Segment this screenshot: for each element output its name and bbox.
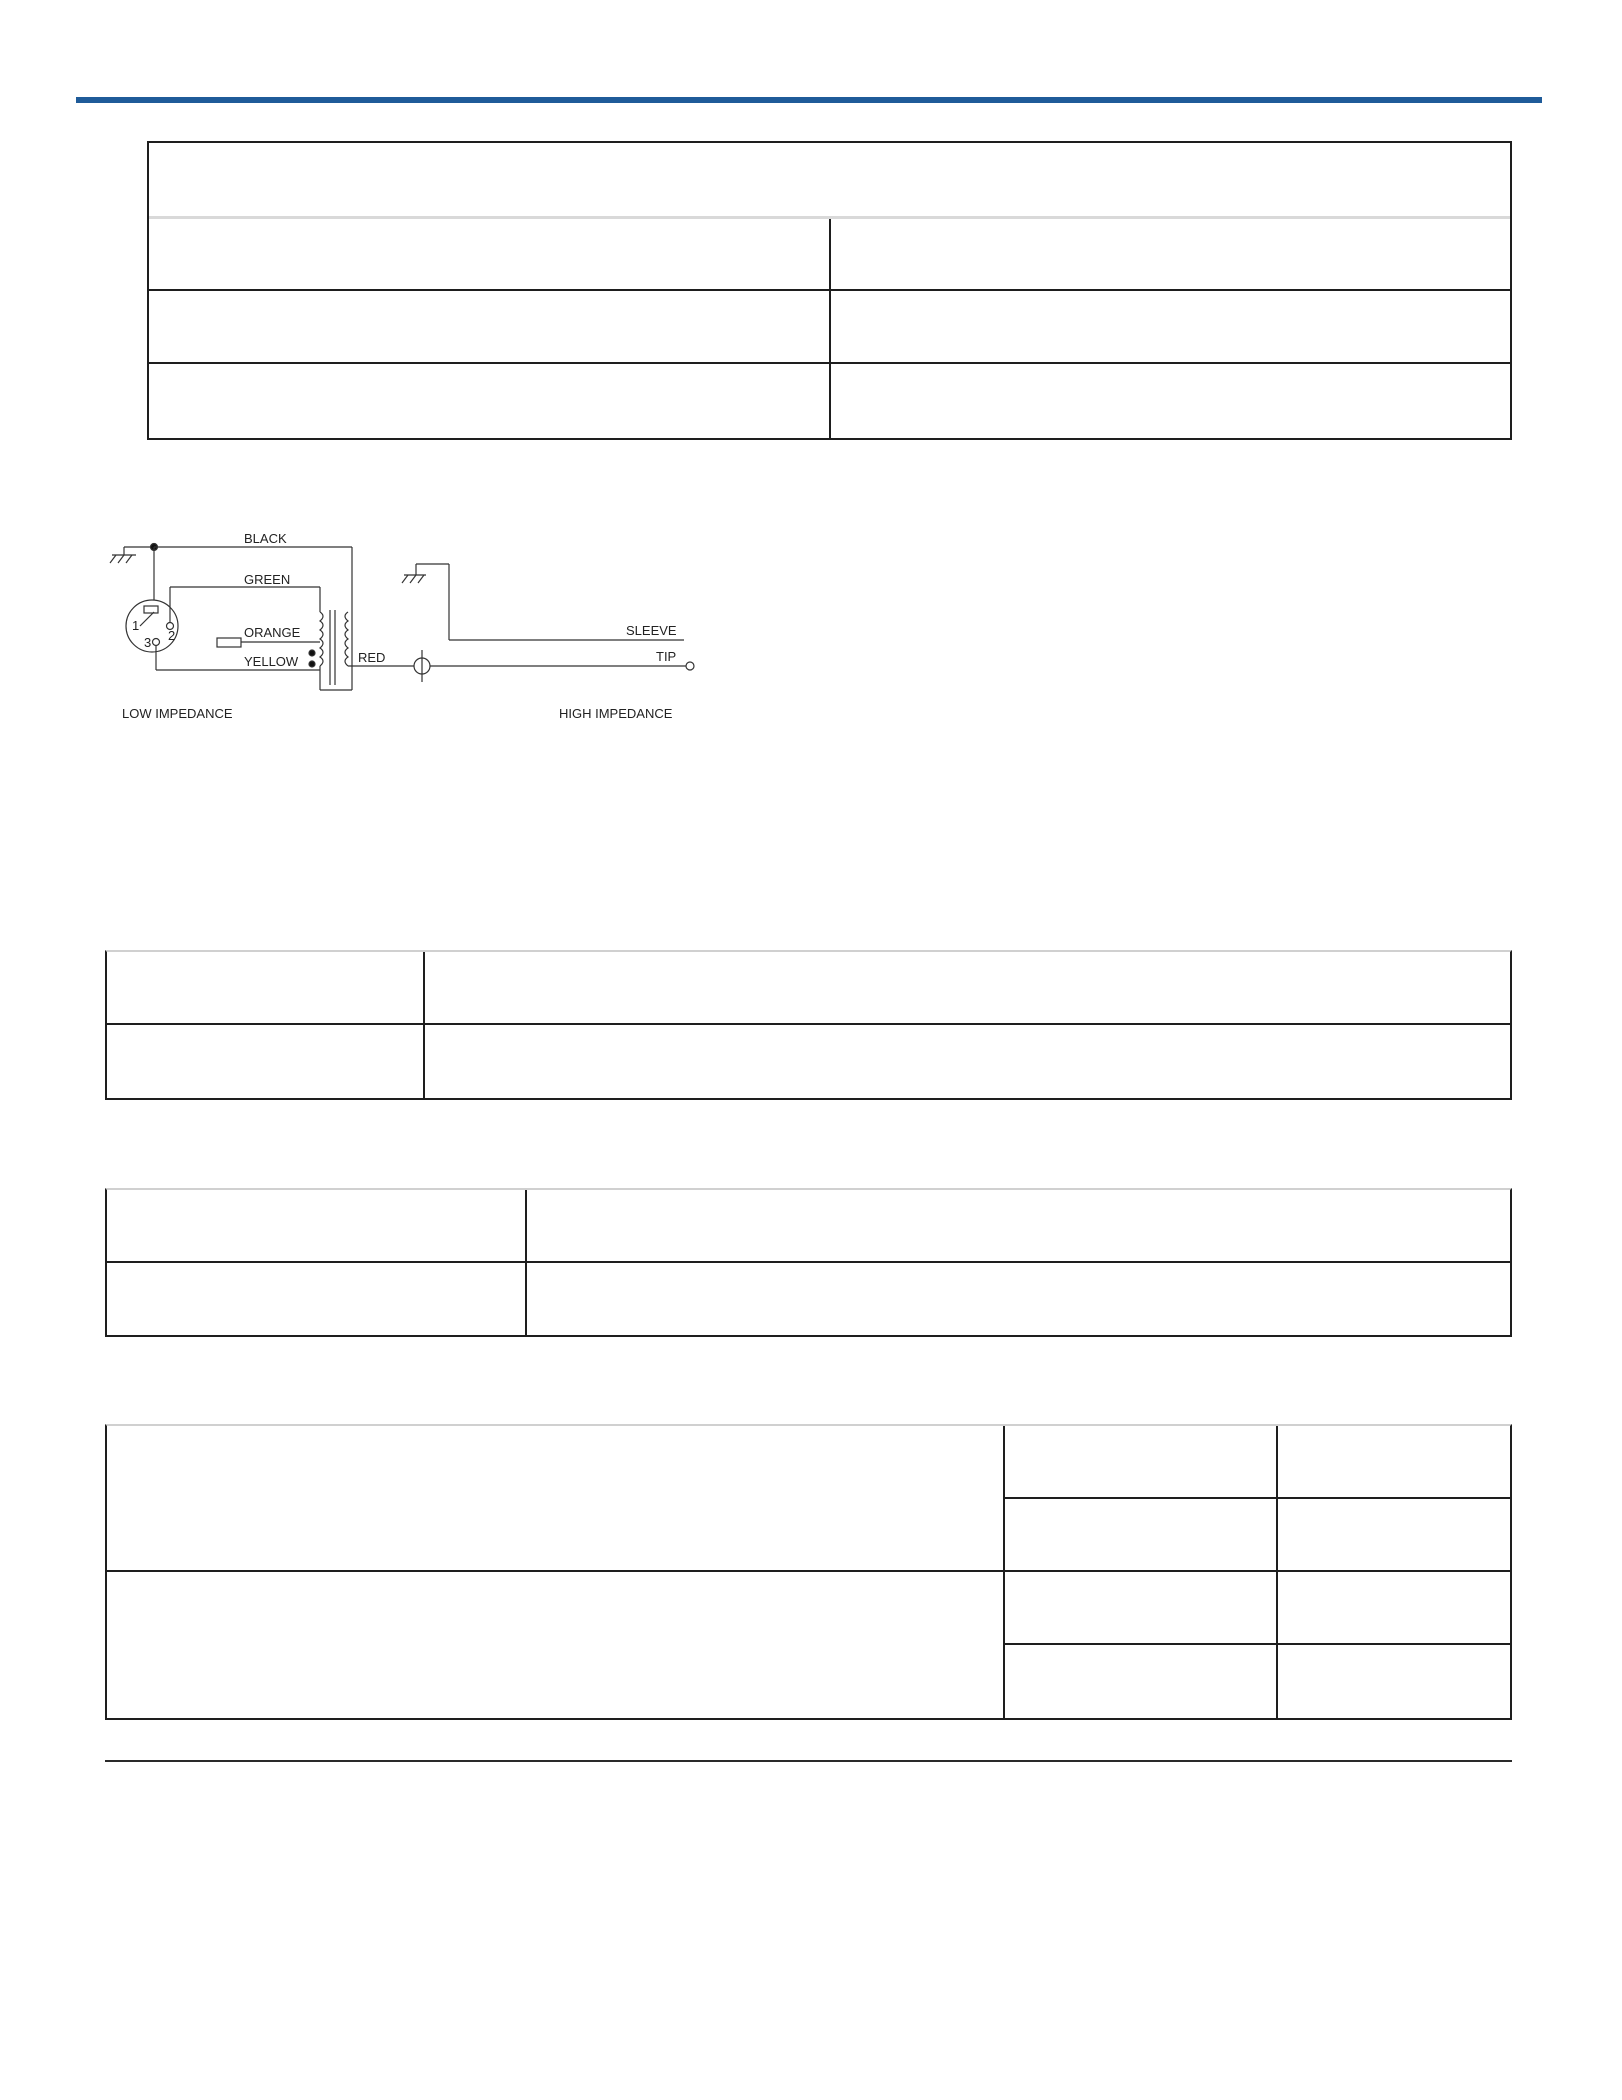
- label-tip: TIP: [656, 649, 677, 664]
- label-black: BLACK: [244, 531, 287, 546]
- table-cell: [831, 219, 1510, 291]
- label-red: RED: [358, 650, 386, 665]
- table-cell: [831, 364, 1510, 438]
- label-orange: ORANGE: [244, 625, 301, 640]
- label-sleeve: SLEEVE: [626, 623, 677, 638]
- table-cell: [1005, 1499, 1278, 1572]
- spec-table-4: [105, 1424, 1512, 1720]
- table-merged-cell: [107, 1572, 1005, 1718]
- table-cell: [149, 364, 831, 438]
- table-cell: [1005, 1645, 1278, 1718]
- header-rule: [76, 97, 1542, 103]
- polarity-dot: [309, 661, 315, 667]
- ground-symbol-right: [402, 575, 426, 583]
- table-cell: [107, 1190, 527, 1263]
- resistor: [217, 638, 241, 647]
- table-cell: [831, 291, 1510, 364]
- table-cell: [107, 952, 425, 1025]
- table-cell: [107, 1025, 425, 1098]
- polarity-dot: [309, 650, 315, 656]
- table-cell: [1278, 1572, 1510, 1645]
- table-cell: [107, 1263, 527, 1335]
- table-merged-cell: [107, 1426, 1005, 1572]
- table-cell: [1278, 1426, 1510, 1499]
- table-cell: [527, 1263, 1510, 1335]
- pin-1-label: 1: [132, 618, 140, 633]
- table-cell: [1005, 1572, 1278, 1645]
- label-green: GREEN: [244, 572, 291, 587]
- table-cell: [1005, 1426, 1278, 1499]
- label-yellow: YELLOW: [244, 654, 299, 669]
- jack-plug-symbol: [414, 650, 430, 682]
- tip-terminal: [686, 662, 694, 670]
- table-cell: [527, 1190, 1510, 1263]
- pin-3-label: 3: [144, 635, 152, 650]
- spec-table-1: [147, 141, 1512, 440]
- spec-table-3: [105, 1188, 1512, 1337]
- table-cell: [1278, 1499, 1510, 1572]
- label-high-impedance: HIGH IMPEDANCE: [559, 706, 673, 721]
- wiring-diagram: [104, 530, 704, 730]
- table-header-cell: [149, 143, 1510, 219]
- table-cell: [1278, 1645, 1510, 1718]
- table-cell: [149, 219, 831, 291]
- label-low-impedance: LOW IMPEDANCE: [122, 706, 233, 721]
- pin-2-label: 2: [168, 628, 176, 643]
- table-cell: [425, 952, 1510, 1025]
- ground-symbol-left: [110, 555, 136, 563]
- transformer: [320, 610, 352, 690]
- table-cell: [149, 291, 831, 364]
- spec-table-2: [105, 950, 1512, 1100]
- table-cell: [425, 1025, 1510, 1098]
- footer-rule: [105, 1760, 1512, 1762]
